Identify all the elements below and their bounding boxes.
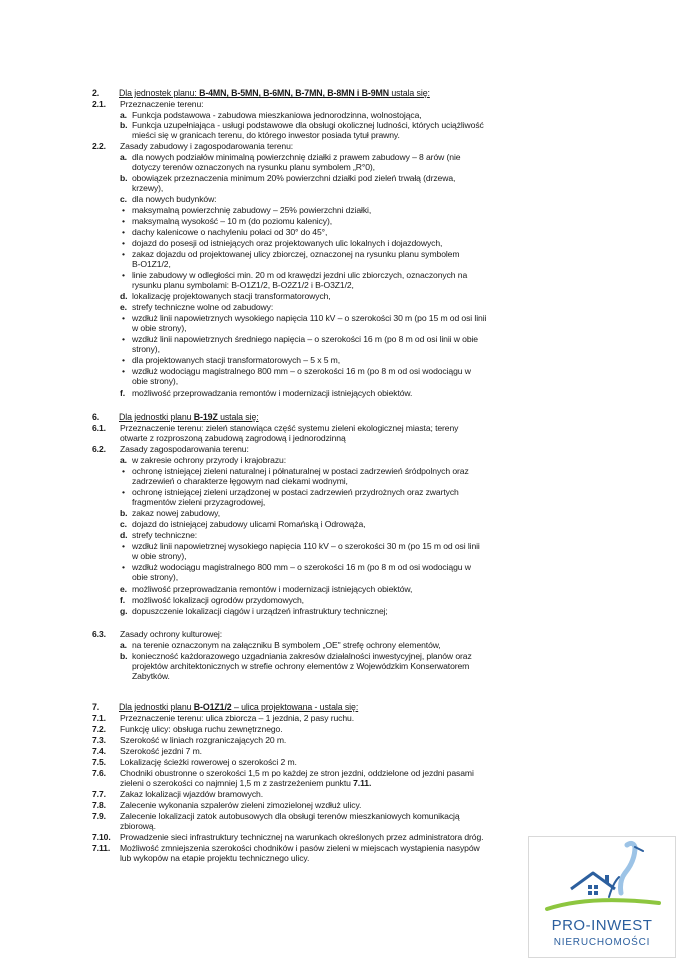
bullet-icon: • [122, 562, 125, 572]
paragraph-line: Przeznaczenie terenu: zieleń stanowiąca część systemu zieleni ekologicznej miasta; tereny [120, 423, 459, 433]
bullet-item: wzdłuż wodociągu magistralnego 800 mm – o szerokości 16 m (po 8 m od osi wodociągu w [132, 366, 471, 376]
subsection-title: Zasady zagospodarowania terenu: [120, 444, 249, 454]
bullet-item: wzdłuż linii napowietrznej wysokiego napięcia 110 kV – o szerokości 30 m (po 15 m od osi linii [132, 541, 480, 551]
bullet-item-continued: strony), [132, 344, 160, 354]
bullet-item: wzdłuż linii napowietrznych wysokiego napięcia 110 kV – o szerokości 30 m (po 15 m od osi linii [132, 313, 487, 323]
list-marker: e. [120, 302, 127, 312]
section-number: 7.6. [92, 768, 106, 778]
list-item: na terenie oznaczonym na załączniku B symbolem „OE" strefę ochrony elementów, [132, 640, 441, 650]
list-item-continued: krzewy), [132, 183, 164, 193]
numbered-item: Zakaz lokalizacji wjazdów bramowych. [120, 789, 264, 799]
bullet-icon: • [122, 355, 125, 365]
heading-suffix: ustala się: [217, 412, 259, 422]
list-marker: d. [120, 291, 128, 301]
bullet-item: ochronę istniejącej zieleni urządzonej w postaci zadrzewień przydrożnych oraz zwartych [132, 487, 459, 497]
bullet-icon: • [122, 487, 125, 497]
list-item-continued: dotyczy terenów oznaczonych na rysunku planu symbolem „R°0), [132, 162, 375, 172]
numbered-item: Zalecenie wykonania szpalerów zieleni zimozielonej wzdłuż ulicy. [120, 800, 362, 810]
list-marker: a. [120, 640, 127, 650]
bullet-item: dla projektowanych stacji transformatorowych – 5 x 5 m, [132, 355, 341, 365]
bullet-item: zakaz dojazdu od projektowanej ulicy zbiorczej, oznaczonej na rysunku planu symbolem [132, 249, 460, 259]
list-marker: b. [120, 120, 128, 130]
bullet-item-continued: obie strony), [132, 376, 178, 386]
numbered-item: Prowadzenie sieci infrastruktury technicznej na warunkach określonych przez administratora dróg. [120, 832, 484, 842]
list-marker: b. [120, 651, 128, 661]
list-item: zakaz nowej zabudowy, [132, 508, 221, 518]
bullet-icon: • [122, 366, 125, 376]
list-item: dla nowych budynków: [132, 194, 217, 204]
list-item-continued: projektów architektonicznych w strefie ochrony elementów z Wojewódzkim Konserwatorem [132, 661, 470, 671]
section-number: 7.4. [92, 746, 106, 756]
pro-inwest-logo [528, 836, 676, 958]
section-number: 7.7. [92, 789, 106, 799]
heading-suffix: ustala się: [388, 88, 430, 98]
numbered-item-continued [120, 778, 371, 788]
bullet-icon: • [122, 227, 125, 237]
bullet-icon: • [122, 466, 125, 476]
list-marker: g. [120, 606, 128, 616]
bullet-item: wzdłuż wodociągu magistralnego 800 mm – o szerokości 16 m (po 8 m od osi wodociągu w [132, 562, 471, 572]
logo-brand: PRO-INWEST [551, 917, 653, 934]
bullet-item: maksymalną wysokość – 10 m (do poziomu kalenicy), [132, 216, 332, 226]
section-number: 6.2. [92, 444, 106, 454]
bullet-item: wzdłuż linii napowietrznych średniego napięcia – o szerokości 16 m (po 8 m od osi linii w obie [132, 334, 478, 344]
list-item: w zakresie ochrony przyrody i krajobrazu: [132, 455, 286, 465]
section-6-heading [92, 412, 259, 422]
bullet-item: dojazd do posesji od istniejących oraz projektowanych ulic lokalnych i dojazdowych, [132, 238, 443, 248]
list-marker: b. [120, 173, 128, 183]
numbered-item: Lokalizację ścieżki rowerowej o szerokości 2 m. [120, 757, 297, 767]
list-item: możliwość przeprowadzania remontów i modernizacji istniejących obiektów. [132, 388, 413, 398]
list-item: dojazd do istniejącej zabudowy ulicami Romańską i Odrowąża, [132, 519, 366, 529]
section-2-heading [92, 88, 430, 98]
section-number: 7.8. [92, 800, 106, 810]
section-number: 7.2. [92, 724, 106, 734]
bullet-item: linie zabudowy w odległości min. 20 m od krawędzi jezdni ulic zbiorczych, oznaczonych na [132, 270, 468, 280]
subsection-title: Zasady ochrony kulturowej: [120, 629, 223, 639]
list-item-continued: Zabytków. [132, 671, 170, 681]
section-number: 7. [92, 702, 100, 712]
list-marker: d. [120, 530, 128, 540]
section-number: 7.10. [92, 832, 111, 842]
bullet-icon: • [122, 270, 125, 280]
bullet-item-continued: w obie strony), [132, 551, 187, 561]
section-number: 7.5. [92, 757, 106, 767]
item-reference: 7.11. [353, 778, 372, 788]
section-number: 2.1. [92, 99, 106, 109]
section-number: 7.3. [92, 735, 106, 745]
list-marker: c. [120, 519, 127, 529]
section-number: 6.1. [92, 423, 106, 433]
section-number: 2. [92, 88, 100, 98]
list-item: strefy techniczne: [132, 530, 198, 540]
plan-units: B-O1Z1/2 [193, 702, 232, 712]
list-item: konieczność każdorazowego uzgadniania zakresów działalności inwestycyjnej, planów oraz [132, 651, 472, 661]
list-item: możliwość lokalizacji ogrodów przydomowych, [132, 595, 304, 605]
list-item: dla nowych podziałów minimalną powierzchnię działki z prawem zabudowy – 8 arów (nie [132, 152, 461, 162]
list-item: strefy techniczne wolne od zabudowy: [132, 302, 274, 312]
list-marker: b. [120, 508, 128, 518]
list-marker: a. [120, 110, 127, 120]
list-item: dopuszczenie lokalizacji ciągów i urządzeń infrastruktury technicznej; [132, 606, 388, 616]
heading-prefix: Dla jednostki planu [119, 702, 194, 712]
bullet-item-continued: fragmentów zieleni przyzagrodowej, [132, 497, 266, 507]
plan-units: B-4MN, B-5MN, B-6MN, B-7MN, B-8MN i B-9MN [199, 88, 389, 98]
list-marker: f. [120, 388, 126, 398]
list-item-continued: mieści się w granicach terenu, do którego inwestor posiada tytuł prawny. [132, 130, 400, 140]
numbered-item: Szerokość jezdni 7 m. [120, 746, 202, 756]
bullet-icon: • [122, 238, 125, 248]
section-number: 2.2. [92, 141, 106, 151]
list-item: Funkcja podstawowa - zabudowa mieszkaniowa jednorodzinna, wolnostojąca, [132, 110, 422, 120]
section-number: 7.9. [92, 811, 106, 821]
plan-units: B-19Z [193, 412, 218, 422]
bullet-icon: • [122, 205, 125, 215]
bullet-item: ochronę istniejącej zieleni naturalnej i półnaturalnej w postaci zadrzewień śródpolnych oraz [132, 466, 469, 476]
bullet-icon: • [122, 249, 125, 259]
list-marker: a. [120, 152, 127, 162]
bullet-icon: • [122, 313, 125, 323]
section-7-heading [92, 702, 358, 712]
logo-subtitle: NIERUCHOMOŚCI [553, 937, 651, 948]
numbered-item: Możliwość zmniejszenia szerokości chodników i pasów zieleni w miejscach wystąpienia nasypów [120, 843, 480, 853]
section-number: 7.11. [92, 843, 111, 853]
heading-prefix: Dla jednostek planu: [119, 88, 200, 98]
list-marker: e. [120, 584, 127, 594]
item-text: zieleni o szerokości co najmniej 1,5 m z zastrzeżeniem punktu [120, 778, 354, 788]
heading-suffix: – ulica projektowana - ustala się: [231, 702, 359, 712]
paragraph-line: otwarte z rozproszoną zabudową zagrodową i jednorodzinną [120, 433, 346, 443]
numbered-item-continued: zbiorową. [120, 821, 156, 831]
numbered-item-continued: lub wykopów na etapie projektu technicznego ulicy. [120, 853, 310, 863]
numbered-item: Funkcję ulicy: obsługa ruchu zewnętrznego. [120, 724, 283, 734]
numbered-item: Zalecenie lokalizacji zatok autobusowych dla obsługi terenów mieszkaniowych komunikacją [120, 811, 460, 821]
list-item: możliwość przeprowadzania remontów i modernizacji istniejących obiektów, [132, 584, 413, 594]
list-marker: c. [120, 194, 127, 204]
bullet-icon: • [122, 541, 125, 551]
numbered-item: Przeznaczenie terenu: ulica zbiorcza – 1 jezdnia, 2 pasy ruchu. [120, 713, 354, 723]
numbered-item: Szerokość w liniach rozgraniczających 20 m. [120, 735, 287, 745]
bullet-item-continued: w obie strony), [132, 323, 187, 333]
bullet-item: dachy kalenicowe o nachyleniu połaci od 30° do 45°, [132, 227, 328, 237]
section-number: 6. [92, 412, 100, 422]
list-item: Funkcja uzupełniająca - usługi podstawowe dla obsługi okolicznej ludności, których uciążliwość [132, 120, 484, 130]
bullet-icon: • [122, 216, 125, 226]
section-number: 7.1. [92, 713, 106, 723]
bullet-item-continued: B-O1Z1/2, [132, 259, 171, 269]
list-item: lokalizację projektowanych stacji transformatorowych, [132, 291, 331, 301]
list-marker: f. [120, 595, 126, 605]
numbered-item: Chodniki obustronne o szerokości 1,5 m po każdej ze stron jezdni, oddzielone od jezdni pasami [120, 768, 474, 778]
list-item: obowiązek przeznaczenia minimum 20% powierzchni działki pod zieleń trwałą (drzewa, [132, 173, 456, 183]
bullet-item-continued: rysunku planu symbolami: B-O1Z1/2, B-O2Z1/2 i B-O3Z1/2, [132, 280, 354, 290]
bullet-icon: • [122, 334, 125, 344]
section-number: 6.3. [92, 629, 106, 639]
bullet-item-continued: zadrzewień o charakterze łęgowym nad ciekami wodnymi, [132, 476, 348, 486]
house-bird-icon [529, 837, 675, 917]
bullet-item: maksymalną powierzchnię zabudowy – 25% powierzchni działki, [132, 205, 372, 215]
subsection-title: Przeznaczenie terenu: [120, 99, 204, 109]
bullet-item-continued: obie strony), [132, 572, 178, 582]
heading-prefix: Dla jednostki planu [119, 412, 194, 422]
list-marker: a. [120, 455, 127, 465]
subsection-title: Zasady zabudowy i zagospodarowania terenu: [120, 141, 294, 151]
